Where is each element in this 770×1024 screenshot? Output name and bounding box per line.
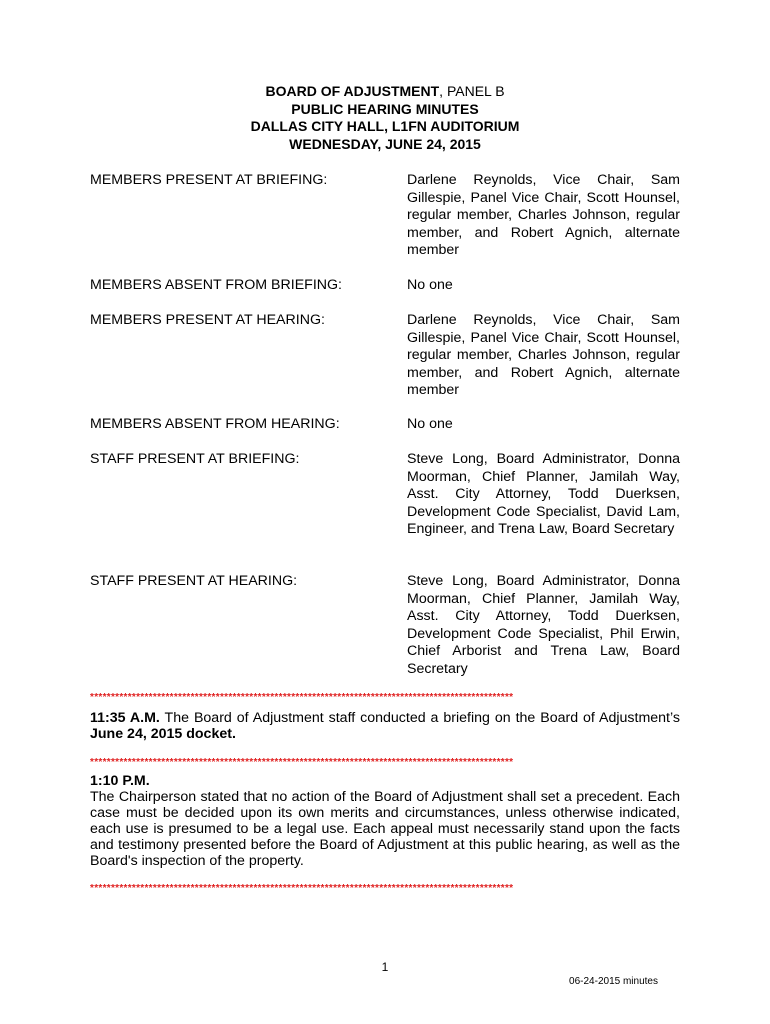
briefing-text: The Board of Adjustment staff conducted a briefing on the Board of Adjustment’s: [159, 710, 680, 726]
attendance-label: MEMBERS ABSENT FROM HEARING:: [90, 416, 340, 432]
hearing-time: 1:10 P.M.: [90, 773, 150, 789]
header-line-4: WEDNESDAY, JUNE 24, 2015: [289, 135, 481, 152]
separator-line: *****************************************************************************************************: [90, 758, 514, 768]
attendance-value: Steve Long, Board Administrator, Donna Moorman, Chief Planner, Jamilah Way, Asst. City Attorney, Todd Duerksen, Development Code Specialist, Phil Erwin, Chief Arborist and Trena Law, Board Secretary: [407, 573, 680, 677]
attendance-value: No one: [407, 277, 453, 293]
header-line-1: BOARD OF ADJUSTMENT, PANEL B: [265, 83, 505, 99]
attendance-label: STAFF PRESENT AT HEARING:: [90, 573, 298, 589]
attendance-value: Darlene Reynolds, Vice Chair, Sam Gillespie, Panel Vice Chair, Scott Hounsel, regular member, Charles Johnson, regular member, and Robert Agnich, alternate member: [407, 172, 680, 258]
attendance-label: MEMBERS PRESENT AT BRIEFING:: [90, 172, 328, 188]
document-header: [90, 83, 680, 153]
hearing-text: The Chairperson stated that no action of the Board of Adjustment shall set a precedent. Each case must be decided upon its own merits and circumstances, unless otherwise indicated, each use is presumed to be a legal use. Each appeal must necessarily stand upon the facts and testimony presented before the Board of Adjustment at this public hearing, as well as the Board's inspection of the property.: [90, 789, 680, 869]
header-line-2: PUBLIC HEARING MINUTES: [291, 100, 479, 117]
briefing-time: 11:35 A.M.: [90, 710, 160, 726]
briefing-paragraph: [90, 710, 680, 742]
header-line-3: DALLAS CITY HALL, L1FN AUDITORIUM: [250, 118, 520, 134]
attendance-value: No one: [407, 416, 453, 432]
attendance-value: Darlene Reynolds, Vice Chair, Sam Gillespie, Panel Vice Chair, Scott Hounsel, regular member, Charles Johnson, regular member, and Robert Agnich, alternate member: [407, 312, 680, 398]
footer-label: 06-24-2015 minutes: [569, 976, 658, 987]
separator-line: *****************************************************************************************************: [90, 693, 514, 703]
attendance-label: MEMBERS PRESENT AT HEARING:: [90, 312, 325, 328]
hearing-paragraph: [90, 773, 680, 869]
page-number: 1: [381, 960, 389, 974]
separator-line: *****************************************************************************************************: [90, 884, 514, 894]
briefing-docket: June 24, 2015 docket.: [90, 726, 236, 742]
attendance-label: MEMBERS ABSENT FROM BRIEFING:: [90, 277, 342, 293]
attendance-label: STAFF PRESENT AT BRIEFING:: [90, 451, 300, 467]
attendance-value: Steve Long, Board Administrator, Donna Moorman, Chief Planner, Jamilah Way, Asst. City Attorney, Todd Duerksen, Development Code Specialist, David Lam, Engineer, and Trena Law, Board Secretary: [407, 451, 680, 537]
